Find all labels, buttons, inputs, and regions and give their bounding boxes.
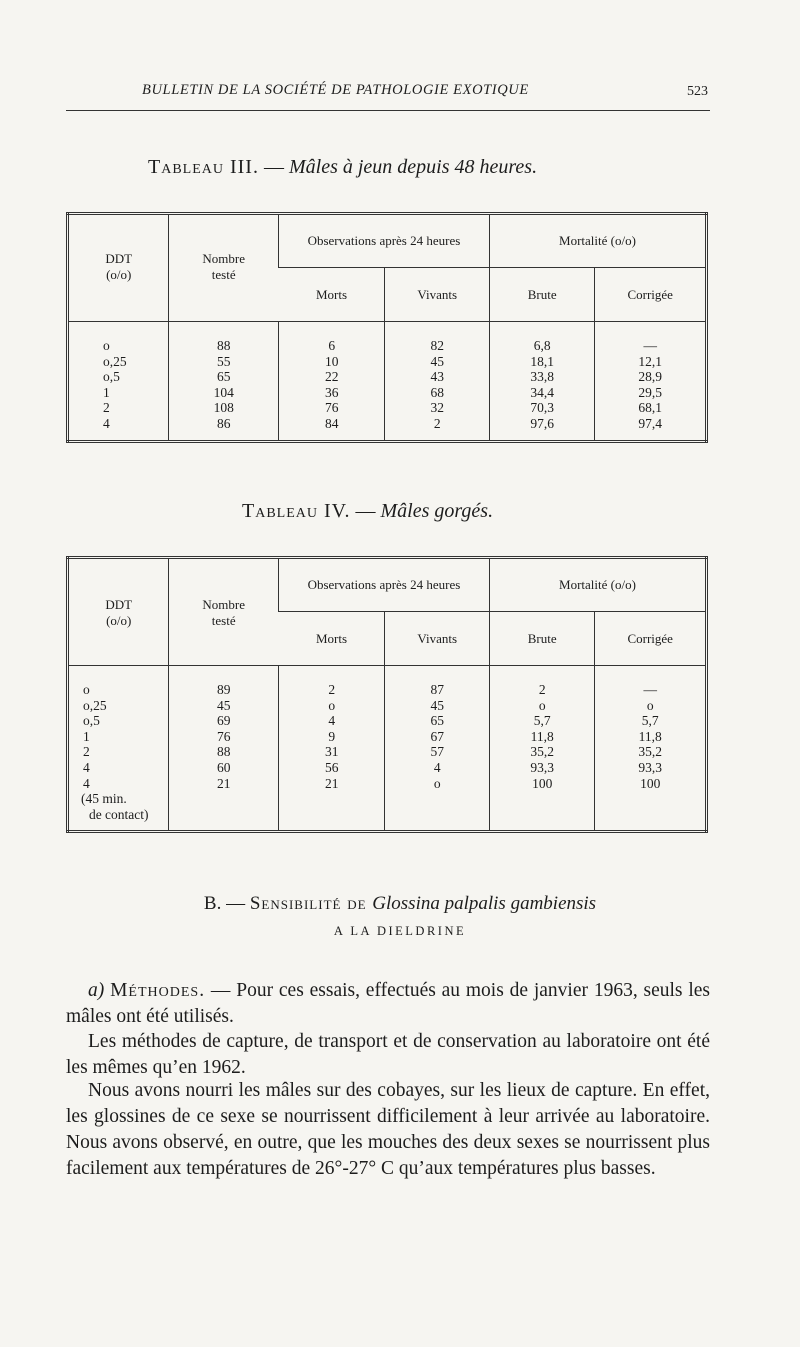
table-cell: 82: [430, 338, 444, 353]
table-cell: 32: [430, 400, 444, 416]
table-cell: 76: [324, 400, 339, 416]
table-cell: 67: [430, 728, 444, 744]
table-cell: 2: [103, 400, 110, 416]
table-cell: 108: [213, 400, 234, 416]
table3-col-nombre-line1: Nombre: [202, 251, 246, 266]
table4-group-obs: Observations après 24 heures: [278, 558, 489, 612]
table-cell: 11,8: [638, 728, 662, 744]
table3-sub-vivants: Vivants: [385, 268, 489, 322]
table4-sub-corrigee: Corrigée: [595, 612, 707, 666]
table4-col-ddt-line1: DDT: [105, 597, 133, 612]
table-cell: 31: [324, 744, 339, 760]
table4-caption: [242, 500, 493, 523]
page-number: 523: [687, 84, 708, 99]
table-cell: 35,2: [530, 744, 554, 760]
table3-col-ddt-line2: (o/o): [106, 267, 132, 282]
table-cell: 57: [430, 744, 444, 760]
table4-label: Tableau IV.: [242, 500, 351, 522]
table3-brute-column: [489, 338, 594, 441]
table3-label: Tableau III.: [148, 156, 259, 178]
section-lead: Sensibilité de: [249, 893, 373, 914]
table-cell: 68,1: [638, 400, 663, 416]
table-cell: 43: [430, 369, 444, 385]
table4-col-ddt: [68, 558, 169, 666]
table4-sub-vivants: Vivants: [385, 612, 489, 666]
table-cell: 45: [430, 697, 444, 713]
table-cell: 9: [328, 728, 336, 744]
table-cell: o,25: [83, 697, 107, 713]
table3-col-ddt-line1: DDT: [105, 251, 133, 266]
table-cell: 56: [324, 759, 339, 775]
table-cell: 65: [430, 713, 444, 729]
table-cell: 1: [83, 728, 90, 744]
table-cell: 45: [430, 353, 444, 369]
table-cell: 4: [328, 713, 336, 729]
table4-ddt-column: [68, 682, 169, 832]
table-cell: o: [538, 697, 546, 713]
table-cell: 1: [103, 384, 110, 400]
table-cell: —: [643, 682, 657, 697]
table-cell: de contact): [88, 806, 149, 822]
table-cell: 65: [216, 369, 231, 385]
table3-vivants-column: [385, 338, 489, 441]
table-cell: 55: [216, 353, 231, 369]
table4-dash: —: [350, 500, 381, 522]
table-cell: 2: [328, 682, 336, 697]
table-cell: o,5: [103, 369, 120, 385]
section-letter: B. —: [203, 893, 250, 914]
section-subheading: A LA DIELDRINE: [333, 924, 467, 938]
table3-morts-column: [278, 338, 385, 441]
table4-corrigee-column: [595, 682, 707, 832]
paragraph-text: — Pour ces essais, effectués au mois de janvier 1963, seuls les mâles ont été utilisés.: [66, 980, 710, 1027]
table-cell: 88: [216, 338, 231, 353]
table3-col-nombre: [169, 214, 279, 322]
table4-title: Mâles gorgés.: [380, 500, 494, 522]
table-cell: 22: [324, 369, 339, 385]
table-cell: 29,5: [638, 384, 663, 400]
table-cell: 11,8: [530, 728, 554, 744]
table-cell: 28,9: [638, 369, 663, 385]
running-head: [66, 80, 710, 111]
table4-group-mort: Mortalité (o/o): [489, 558, 706, 612]
table-cell: 12,1: [638, 353, 663, 369]
table3-caption: [148, 156, 537, 179]
table-cell: 104: [213, 384, 234, 400]
table3-group-mort: Mortalité (o/o): [489, 214, 706, 268]
paragraph-capture: Les méthodes de capture, de transport et de conservation au laboratoire ont été les mêmes qu’en 1962.: [66, 1031, 710, 1078]
table-cell: o: [83, 682, 90, 697]
table3-col-nombre-line2: testé: [211, 267, 236, 282]
table-cell: 69: [216, 713, 231, 729]
table3-sub-morts: Morts: [278, 268, 385, 322]
table-cell: 2: [538, 682, 546, 697]
table-cell: 10: [324, 353, 339, 369]
paragraph-nourri: Nous avons nourri les mâles sur des cobayes, sur les lieux de capture. En effet, les glossines de ce sexe se nourrissent difficilement à leur arrivée au laboratoire. Nous avons observé, en outre, que les mouches des deux sexes se nourrissent plus facilement aux températures de 26°-27° C qu’aux températures plus basses.: [66, 1080, 710, 1179]
table-cell: o,25: [103, 353, 127, 369]
section-species: Glossina palpalis gambiensis: [372, 893, 597, 914]
table-cell: 100: [640, 775, 661, 791]
table3-col-ddt: [68, 214, 169, 322]
table4-col-nombre: [169, 558, 279, 666]
table-cell: 93,3: [638, 759, 663, 775]
table-cell: 97,4: [638, 415, 663, 431]
paragraph-label: a): [88, 980, 111, 1001]
table4-brute-column: [489, 682, 594, 832]
table3-sub-brute: Brute: [489, 268, 594, 322]
table3-group-obs: Observations après 24 heures: [278, 214, 489, 268]
table-cell: 84: [324, 415, 339, 431]
table3: [66, 212, 708, 443]
table-cell: 21: [216, 775, 231, 791]
table4: [66, 556, 708, 833]
table3-sub-corrigee: Corrigée: [595, 268, 707, 322]
table-cell: 21: [324, 775, 339, 791]
table3-ddt-column: [68, 338, 169, 441]
table-cell: 4: [433, 759, 441, 775]
table-cell: 4: [103, 415, 110, 431]
table-cell: 70,3: [530, 400, 554, 416]
table-cell: o,5: [83, 713, 100, 729]
paragraph-methodes: [66, 978, 710, 1030]
table-cell: 33,8: [530, 369, 554, 385]
table-cell: 2: [433, 415, 441, 431]
table4-nombre-column: [169, 682, 279, 832]
table-cell: o: [433, 775, 441, 791]
table-cell: 18,1: [530, 353, 554, 369]
journal-title: BULLETIN DE LA SOCIÉTÉ DE PATHOLOGIE EXOTIQUE: [142, 82, 529, 98]
table-cell: 45: [216, 697, 231, 713]
table-cell: 76: [216, 728, 231, 744]
table4-sub-brute: Brute: [489, 612, 594, 666]
table4-morts-column: [278, 682, 385, 832]
table3-dash: —: [258, 156, 289, 178]
table4-col-nombre-line1: Nombre: [202, 597, 246, 612]
table-cell: (45 min.: [81, 791, 127, 807]
table4-col-ddt-line2: (o/o): [106, 613, 132, 628]
table4-col-nombre-line2: testé: [211, 613, 236, 628]
table3-nombre-column: [169, 338, 279, 441]
table-cell: 2: [83, 744, 90, 760]
table3-corrigee-column: [595, 338, 707, 441]
table-cell: 88: [216, 744, 231, 760]
table-cell: 97,6: [530, 415, 554, 431]
table-cell: o: [103, 338, 110, 353]
table-cell: 4: [83, 775, 90, 791]
table-cell: 5,7: [533, 713, 551, 729]
table4-sub-morts: Morts: [278, 612, 385, 666]
table-cell: 86: [216, 415, 231, 431]
table-cell: 93,3: [530, 759, 554, 775]
table-cell: 5,7: [641, 713, 659, 729]
section-heading: [0, 893, 800, 915]
table-cell: 6: [328, 338, 336, 353]
table-cell: 36: [324, 384, 339, 400]
table-cell: 60: [216, 759, 231, 775]
table-cell: —: [643, 338, 657, 353]
table-cell: 87: [430, 682, 444, 697]
table3-title: Mâles à jeun depuis 48 heures.: [288, 156, 538, 178]
table-cell: 34,4: [530, 384, 554, 400]
table-cell: 89: [216, 682, 231, 697]
table-cell: 6,8: [533, 338, 551, 353]
table-cell: 4: [83, 759, 90, 775]
table-cell: 68: [430, 384, 444, 400]
table-cell: 35,2: [638, 744, 663, 760]
paragraph-heading: Méthodes.: [110, 980, 206, 1001]
table-cell: o: [328, 697, 336, 713]
table-cell: o: [646, 697, 654, 713]
table-cell: 100: [532, 775, 553, 791]
table4-vivants-column: [385, 682, 489, 832]
